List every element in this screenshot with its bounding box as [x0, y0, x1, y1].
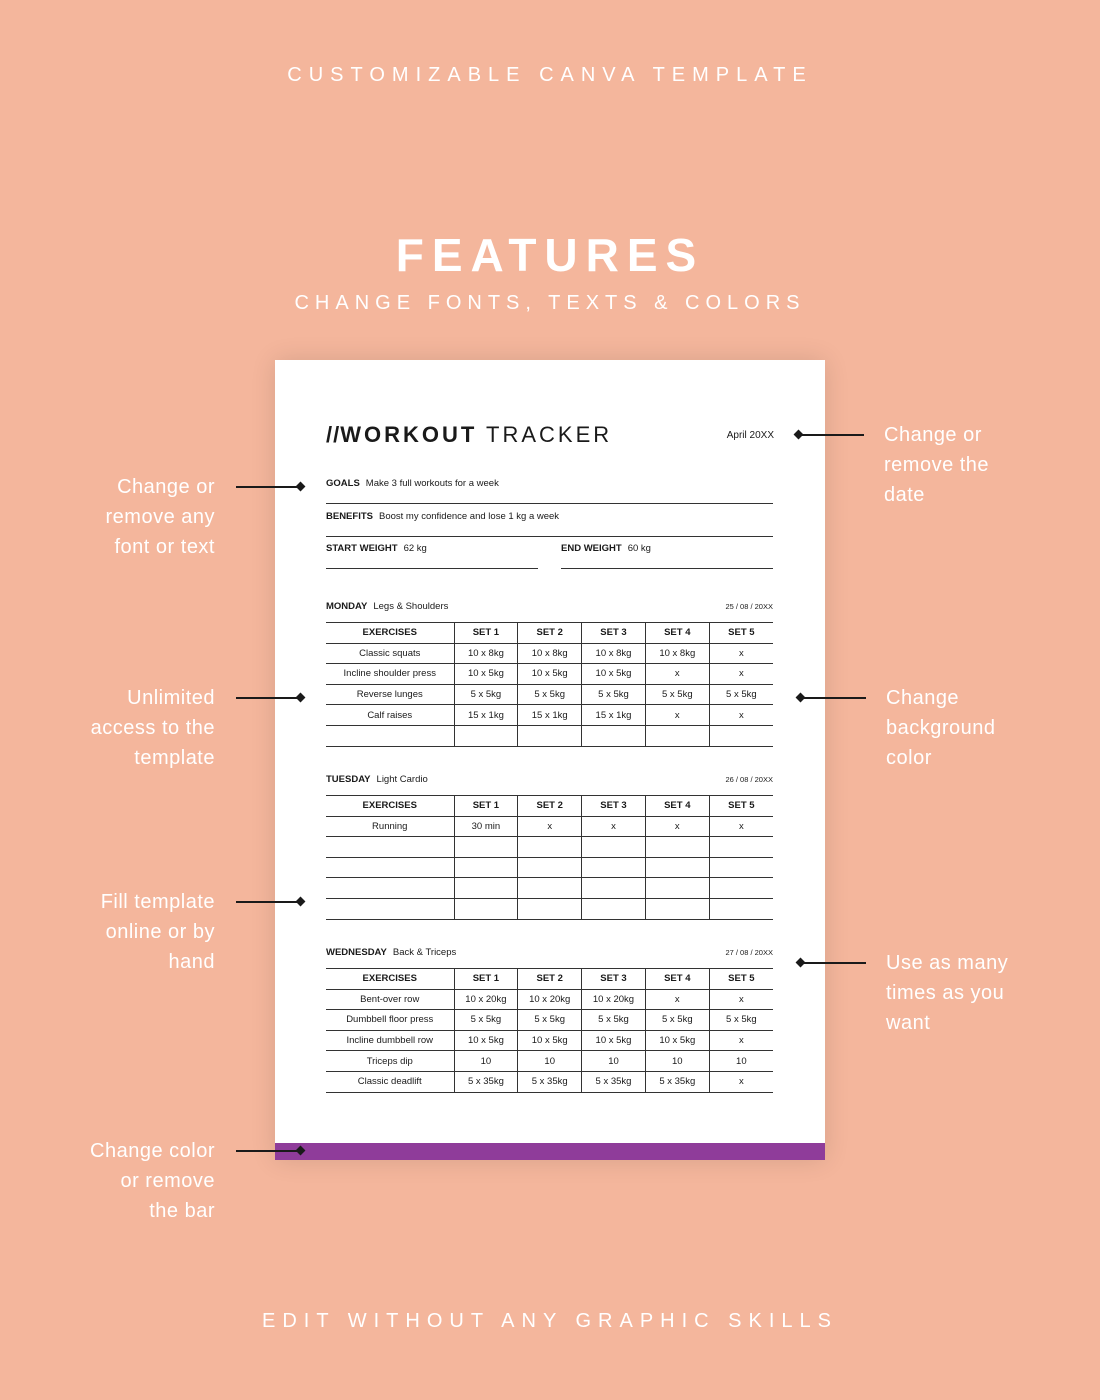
table-row: [326, 1030, 773, 1051]
table-cell: [454, 857, 518, 878]
table-cell: [454, 898, 518, 919]
table-cell: 30 min: [454, 816, 518, 837]
table-cell: 5 x 5kg: [454, 1010, 518, 1031]
accent-bar: [275, 1143, 825, 1160]
features-title: FEATURES: [395, 229, 705, 281]
table-cell: 10 x 5kg: [645, 1030, 709, 1051]
col-header: SET 2: [518, 623, 582, 644]
connector-line: [236, 486, 302, 488]
table-cell: x: [709, 816, 773, 837]
table-cell: Calf raises: [326, 705, 454, 726]
table-cell: Classic deadlift: [326, 1071, 454, 1092]
table-cell: [645, 725, 709, 746]
table-cell: [454, 725, 518, 746]
col-header: SET 3: [582, 623, 646, 644]
annotation-unlimited: Unlimited access to the template: [90, 687, 215, 769]
table-cell: x: [709, 705, 773, 726]
table-cell: 10 x 8kg: [582, 643, 646, 664]
bottom-caption: EDIT WITHOUT ANY GRAPHIC SKILLS: [262, 1310, 838, 1332]
table-cell: [709, 878, 773, 899]
table-cell: x: [709, 643, 773, 664]
table-cell: 5 x 5kg: [645, 1010, 709, 1031]
connector-line: [798, 434, 864, 436]
table-cell: 5 x 5kg: [709, 684, 773, 705]
col-header: SET 5: [709, 969, 773, 990]
end-weight-value: 60 kg: [627, 543, 651, 554]
col-header: SET 4: [645, 969, 709, 990]
table-cell: [582, 725, 646, 746]
table-cell: 10 x 20kg: [582, 989, 646, 1010]
table-cell: [645, 878, 709, 899]
table-cell: x: [645, 989, 709, 1010]
table-cell: x: [709, 989, 773, 1010]
table-cell: [582, 878, 646, 899]
table-cell: Classic squats: [326, 643, 454, 664]
col-header: SET 4: [645, 796, 709, 817]
table-row: [326, 643, 773, 664]
annotation-background: Change background color: [886, 687, 996, 769]
table-cell: 5 x 5kg: [709, 1010, 773, 1031]
col-header: EXERCISES: [326, 969, 454, 990]
start-weight-value: 62 kg: [403, 543, 427, 554]
table-cell: x: [582, 816, 646, 837]
day-date: 25 / 08 / 20XX: [725, 602, 773, 611]
table-row: [326, 898, 773, 919]
table-cell: Running: [326, 816, 454, 837]
table-cell: 10 x 8kg: [518, 643, 582, 664]
table-cell: [582, 837, 646, 858]
table-cell: [582, 898, 646, 919]
table-cell: [454, 837, 518, 858]
table-cell: 10: [454, 1051, 518, 1072]
table-cell: [518, 898, 582, 919]
col-header: SET 3: [582, 969, 646, 990]
table-row: [326, 837, 773, 858]
connector-line: [236, 1150, 302, 1152]
table-cell: [645, 898, 709, 919]
title-light: TRACKER: [486, 422, 613, 447]
table-cell: [709, 725, 773, 746]
table-cell: Incline shoulder press: [326, 664, 454, 685]
col-header: SET 1: [454, 623, 518, 644]
table-cell: x: [709, 1030, 773, 1051]
goals-label: GOALS: [326, 478, 360, 489]
goals-value: Make 3 full workouts for a week: [365, 478, 499, 489]
day-name: MONDAY: [326, 601, 368, 612]
table-cell: x: [645, 705, 709, 726]
table-cell: 10: [709, 1051, 773, 1072]
table-cell: [709, 857, 773, 878]
day-date: 27 / 08 / 20XX: [725, 948, 773, 957]
table-cell: 5 x 35kg: [454, 1071, 518, 1092]
table-row: [326, 664, 773, 685]
table-row: [326, 878, 773, 899]
day-header-wednesday: [326, 947, 773, 958]
template-sheet: [275, 360, 825, 1160]
end-weight-field: [561, 543, 773, 569]
connector-line: [236, 901, 302, 903]
table-cell: Incline dumbbell row: [326, 1030, 454, 1051]
table-row: [326, 705, 773, 726]
table-wednesday: [326, 968, 773, 1093]
table-cell: 10 x 5kg: [582, 664, 646, 685]
table-cell: 10 x 5kg: [518, 1030, 582, 1051]
col-header: EXERCISES: [326, 623, 454, 644]
day-name: WEDNESDAY: [326, 947, 387, 958]
annotation-bar: Change color or remove the bar: [90, 1140, 215, 1222]
day-header-monday: [326, 601, 773, 612]
table-cell: 5 x 5kg: [454, 684, 518, 705]
annotation-date: Change or remove the date: [884, 424, 990, 506]
table-cell: [326, 857, 454, 878]
table-cell: 10: [518, 1051, 582, 1072]
table-cell: 5 x 35kg: [582, 1071, 646, 1092]
table-cell: [709, 898, 773, 919]
annotation-fill: Fill template online or by hand: [100, 891, 215, 973]
col-header: SET 2: [518, 969, 582, 990]
table-cell: 10 x 20kg: [518, 989, 582, 1010]
table-cell: 5 x 5kg: [518, 1010, 582, 1031]
day-header-tuesday: [326, 774, 773, 785]
table-cell: [645, 837, 709, 858]
table-cell: [582, 857, 646, 878]
start-weight-field: [326, 543, 538, 569]
col-header: SET 3: [582, 796, 646, 817]
col-header: SET 5: [709, 796, 773, 817]
table-tuesday: [326, 795, 773, 920]
table-cell: 10 x 5kg: [454, 664, 518, 685]
end-weight-label: END WEIGHT: [561, 543, 622, 554]
title-slashes: //: [326, 422, 341, 447]
col-header: EXERCISES: [326, 796, 454, 817]
connector-line: [800, 962, 866, 964]
table-cell: Triceps dip: [326, 1051, 454, 1072]
day-focus: Back & Triceps: [392, 947, 457, 958]
table-cell: 5 x 5kg: [645, 684, 709, 705]
table-cell: 5 x 5kg: [518, 684, 582, 705]
table-row: [326, 1071, 773, 1092]
table-cell: [326, 898, 454, 919]
col-header: SET 2: [518, 796, 582, 817]
table-cell: [326, 878, 454, 899]
col-header: SET 4: [645, 623, 709, 644]
table-cell: x: [645, 816, 709, 837]
table-cell: 5 x 5kg: [582, 1010, 646, 1031]
table-row: [326, 989, 773, 1010]
doc-date: April 20XX: [726, 430, 774, 441]
table-row: [326, 725, 773, 746]
table-cell: 10: [582, 1051, 646, 1072]
title-bold: WORKOUT: [340, 422, 478, 447]
table-cell: [518, 857, 582, 878]
table-cell: [454, 878, 518, 899]
col-header: SET 5: [709, 623, 773, 644]
table-monday: [326, 622, 773, 747]
goals-field: [326, 478, 773, 504]
table-row: [326, 857, 773, 878]
table-cell: Reverse lunges: [326, 684, 454, 705]
benefits-label: BENEFITS: [326, 511, 373, 522]
annotation-font-text: Change or remove any font or text: [105, 476, 215, 558]
table-cell: 10 x 5kg: [582, 1030, 646, 1051]
table-cell: x: [709, 1071, 773, 1092]
table-cell: 10 x 8kg: [645, 643, 709, 664]
table-cell: x: [645, 664, 709, 685]
table-header-row: [326, 969, 773, 990]
table-header-row: [326, 796, 773, 817]
table-cell: 15 x 1kg: [454, 705, 518, 726]
table-cell: 5 x 35kg: [645, 1071, 709, 1092]
table-cell: x: [709, 664, 773, 685]
table-cell: [518, 878, 582, 899]
table-cell: Bent-over row: [326, 989, 454, 1010]
day-focus: Light Cardio: [376, 774, 428, 785]
day-date: 26 / 08 / 20XX: [725, 775, 773, 784]
table-cell: 10 x 5kg: [454, 1030, 518, 1051]
table-row: [326, 1010, 773, 1031]
table-row: [326, 684, 773, 705]
table-cell: 5 x 5kg: [582, 684, 646, 705]
connector-line: [236, 697, 302, 699]
start-weight-label: START WEIGHT: [326, 543, 398, 554]
table-cell: 10 x 5kg: [518, 664, 582, 685]
day-name: TUESDAY: [326, 774, 371, 785]
table-cell: [326, 725, 454, 746]
table-cell: [326, 837, 454, 858]
table-row: [326, 816, 773, 837]
top-caption: CUSTOMIZABLE CANVA TEMPLATE: [287, 64, 813, 86]
col-header: SET 1: [454, 969, 518, 990]
table-cell: [518, 837, 582, 858]
col-header: SET 1: [454, 796, 518, 817]
benefits-value: Boost my confidence and lose 1 kg a week: [378, 511, 560, 522]
table-cell: [518, 725, 582, 746]
day-focus: Legs & Shoulders: [373, 601, 449, 612]
features-subtitle: CHANGE FONTS, TEXTS & COLORS: [294, 292, 806, 314]
doc-title: [326, 422, 612, 448]
table-cell: 15 x 1kg: [518, 705, 582, 726]
table-row: [326, 1051, 773, 1072]
table-cell: 15 x 1kg: [582, 705, 646, 726]
table-cell: [709, 837, 773, 858]
table-cell: 10 x 8kg: [454, 643, 518, 664]
annotation-many-times: Use as many times as you want: [886, 952, 1009, 1034]
table-cell: [645, 857, 709, 878]
table-cell: x: [518, 816, 582, 837]
table-cell: 5 x 35kg: [518, 1071, 582, 1092]
table-cell: 10 x 20kg: [454, 989, 518, 1010]
connector-line: [800, 697, 866, 699]
benefits-field: [326, 511, 773, 537]
table-cell: 10: [645, 1051, 709, 1072]
table-header-row: [326, 623, 773, 644]
table-cell: Dumbbell floor press: [326, 1010, 454, 1031]
